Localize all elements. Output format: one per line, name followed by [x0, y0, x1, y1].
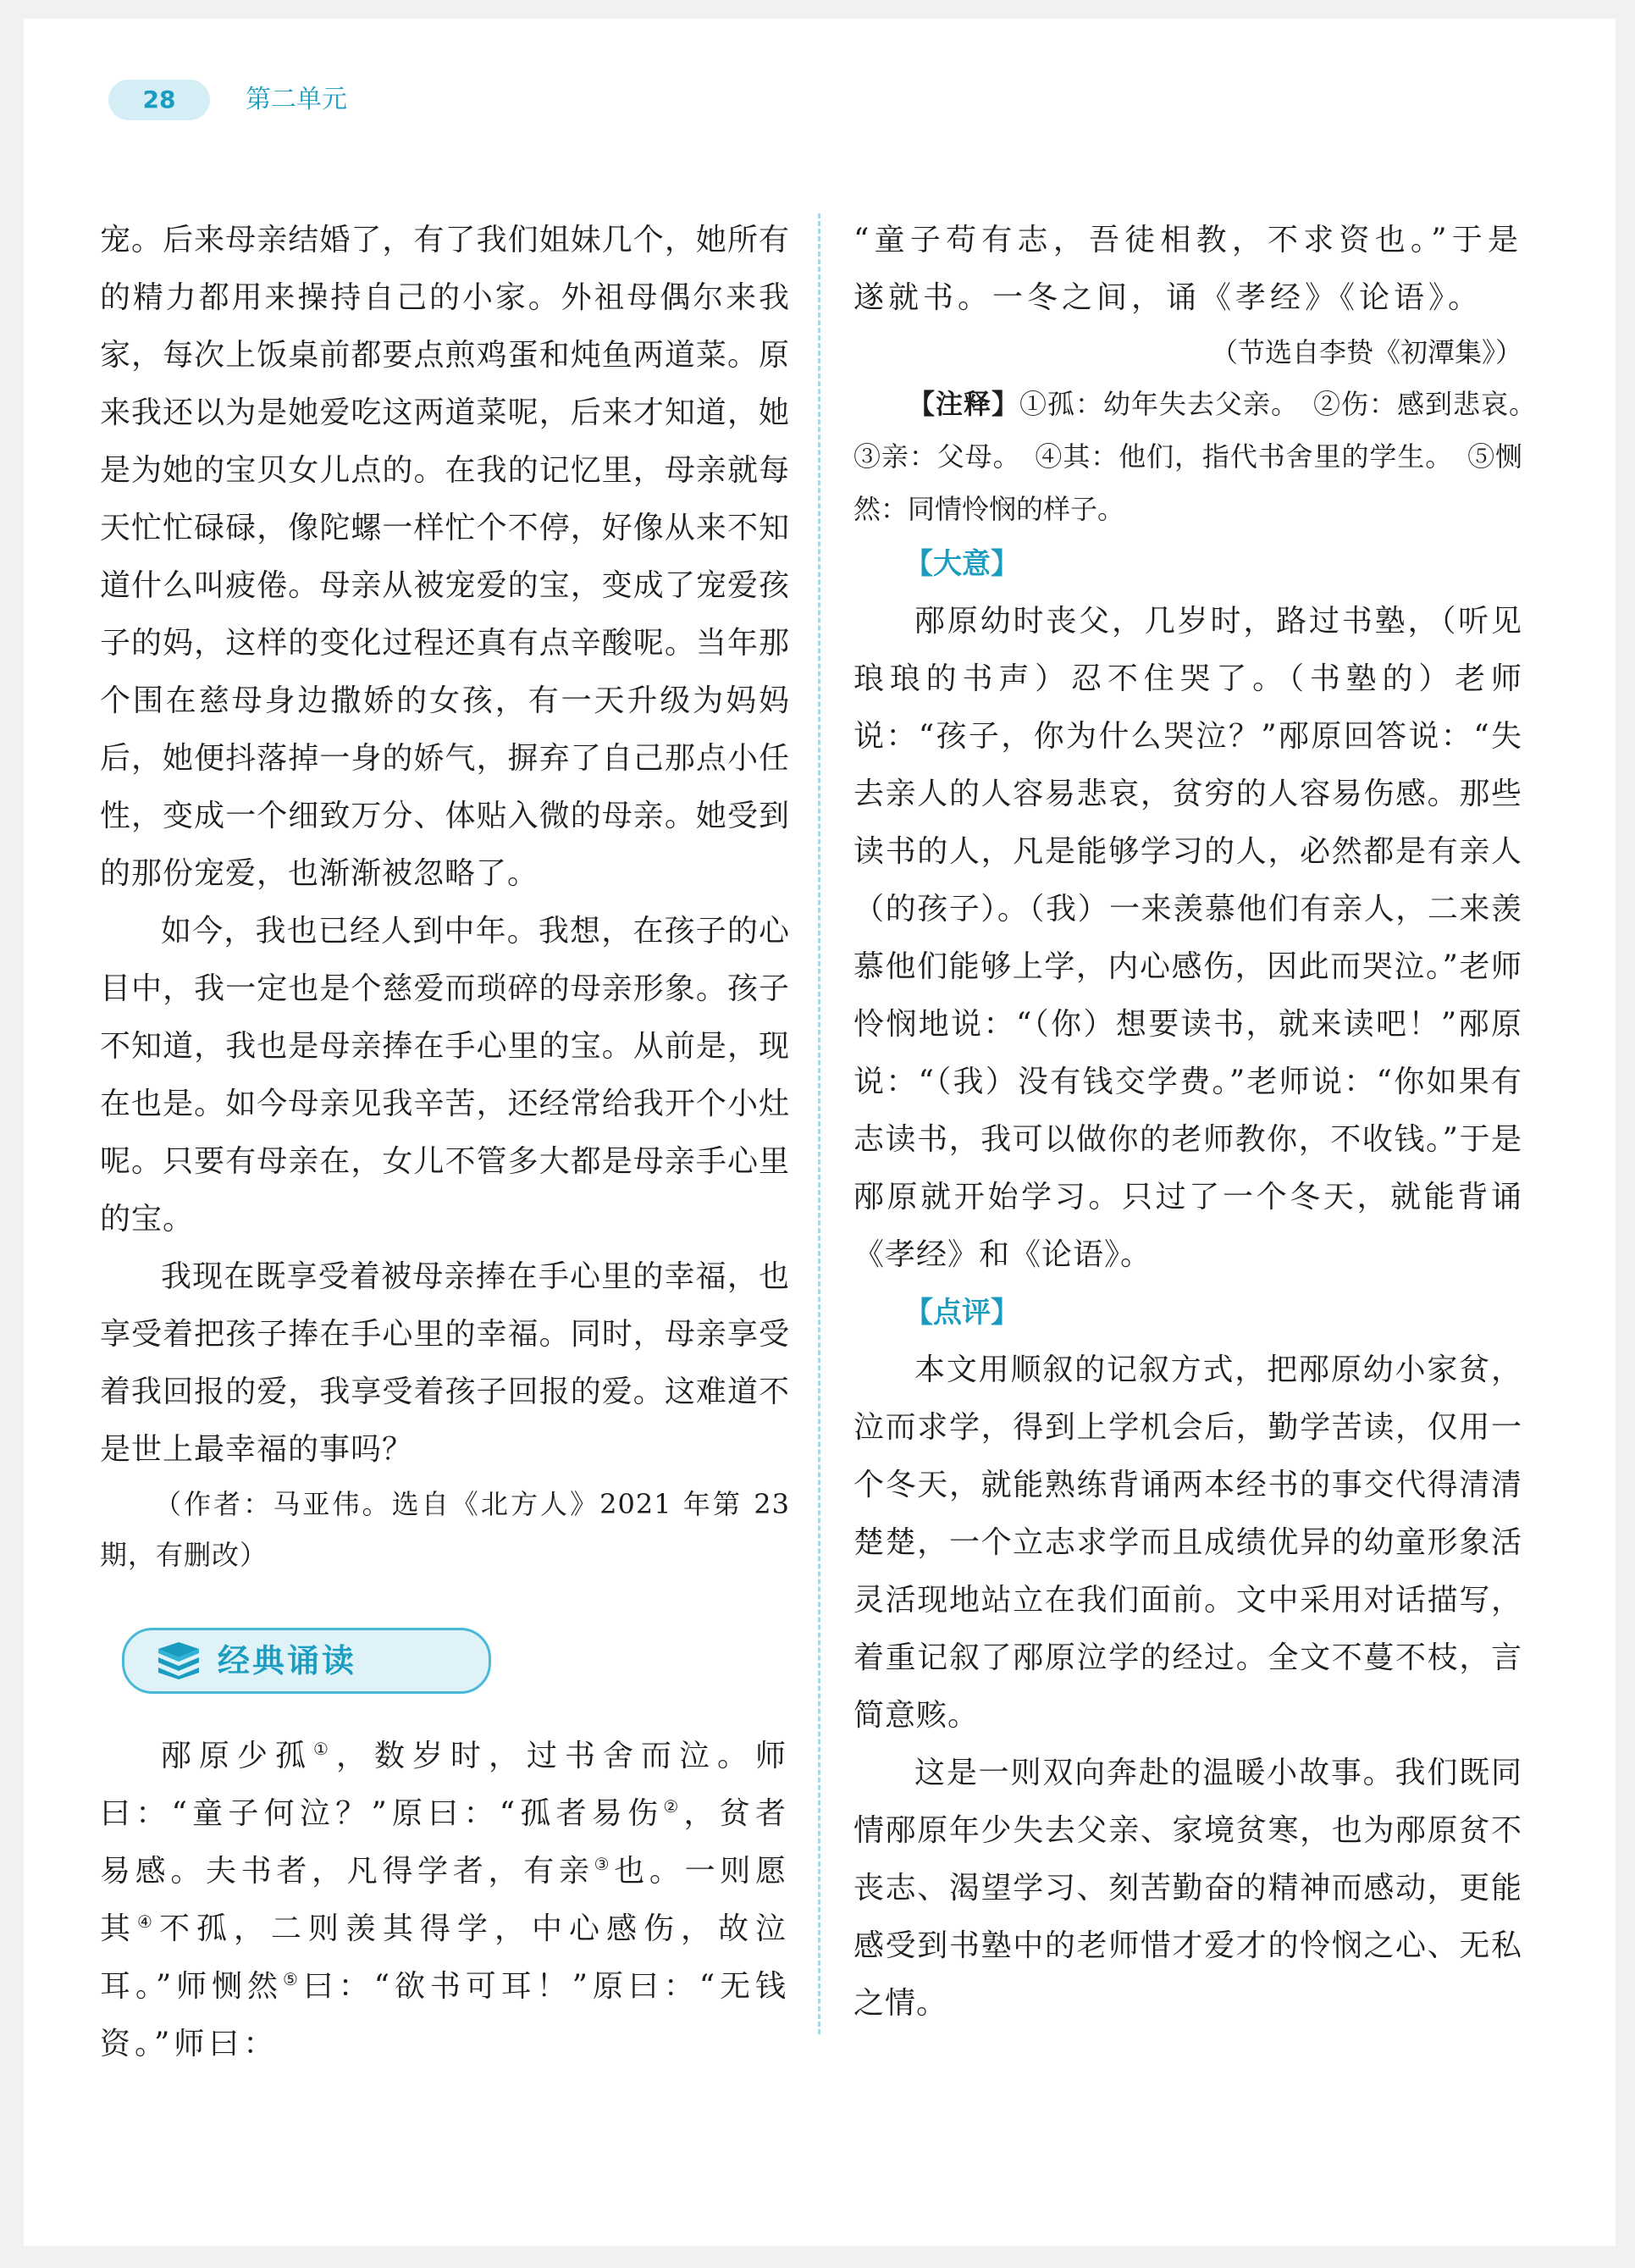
section-title: 经典诵读: [218, 1642, 357, 1679]
essay-paragraph: 宠。后来母亲结婚了，有了我们姐妹几个，她所有的精力都用来操持自己的小家。外祖母偶尔来我家，每次上饭桌前都要点煎鸡蛋和炖鱼两道菜。原来我还以为是她爱吃这两道菜呢，后来才知道，她是为她的宝贝女儿点的。在我的记忆里，母亲就每天忙忙碌碌，像陀螺一样忙个不停，好像从来不知道什么叫疲倦。母亲从被宠爱的宝，变成了宠爱孩子的妈，这样的变化过程还真有点辛酸呢。当年那个围在慈母身边撒娇的女孩，有一天升级为妈妈后，她便抖落掉一身的娇气，摒弃了自己那点小任性，变成一个细致万分、体贴入微的母亲。她受到的那份宠爱，也渐渐被忽略了。: [100, 223, 790, 891]
annotations: 【注释】①孤：幼年失去父亲。 ②伤：感到悲哀。 ③亲：父母。 ④其：他们，指代书舍里的学生。 ⑤恻然：同情怜悯的样子。: [853, 388, 1549, 525]
section-banner-classic-reading: [122, 1628, 491, 1694]
comment-paragraph: 本文用顺叙的记叙方式，把邴原幼小家贫，泣而求学，得到上学机会后，勤学苦读，仅用一个冬天，就能熟练背诵两本经书的事交代得清清楚楚，一个立志求学而且成绩优异的幼童形象活灵活现地站立在我们面前。文中采用对话描写，着重记叙了邴原泣学的经过。全文不蔓不枝，言简意赅。: [853, 1353, 1522, 1733]
right-column: [853, 212, 1549, 2033]
annotations-label: 【注释】: [908, 388, 1019, 420]
page: [24, 19, 1616, 2246]
source-citation: （节选自李贽《初潭集》）: [1210, 336, 1522, 368]
left-column: [100, 212, 790, 2073]
unit-title: 第二单元: [246, 85, 347, 114]
essay-paragraph: 我现在既享受着被母亲捧在手心里的幸福，也享受着把孩子捧在手心里的幸福。同时，母亲享受着我回报的爱，我享受着孩子回报的爱。这难道不是世上最幸福的事吗？: [100, 1259, 790, 1467]
summary-label: 【大意】: [904, 547, 1019, 581]
stacked-books-icon: [155, 1642, 202, 1683]
comment-label: 【点评】: [904, 1296, 1019, 1330]
page-number-badge: 28: [108, 80, 210, 120]
comment-paragraph: 这是一则双向奔赴的温暖小故事。我们既同情邴原年少失去父亲、家境贫寒，也为邴原贫不丧志、渴望学习、刻苦勤奋的精神而感动，更能感受到书塾中的老师惜才爱才的怜悯之心、无私之情。: [853, 1756, 1522, 2021]
classic-text-continued: “童子苟有志，吾徒相教，不求资也。”于是遂就书。一冬之间，诵《孝经》《论语》。: [853, 223, 1522, 315]
summary-text: 邴原幼时丧父，几岁时，路过书塾，（听见琅琅的书声）忍不住哭了。（书塾的）老师说：“孩子，你为什么哭泣？”邴原回答说：“失去亲人的人容易悲哀，贫穷的人容易伤感。那些读书的人，凡是能够学习的人，必然都是有亲人（的孩子）。（我）一来羡慕他们有亲人，二来羡慕他们能够上学，内心感伤，因此而哭泣。”老师怜悯地说：“（你）想要读书，就来读吧！”邴原说：“（我）没有钱交学费。”老师说：“你如果有志读书，我可以做你的老师教你，不收钱。”于是邴原就开始学习。只过了一个冬天，就能背诵《孝经》和《论语》。: [853, 604, 1522, 1272]
author-note: （作者：马亚伟。选自《北方人》2021 年第 23 期，有删改）: [100, 1488, 790, 1571]
essay-paragraph: 如今，我也已经人到中年。我想，在孩子的心目中，我一定也是个慈爱而琐碎的母亲形象。孩子不知道，我也是母亲捧在手心里的宝。从前是，现在也是。如今母亲见我辛苦，还经常给我开个小灶呢。只要有母亲在，女儿不管多大都是母亲手心里的宝。: [100, 914, 790, 1236]
classic-text: 邴原少孤①，数岁时，过书舍而泣。师曰：“童子何泣？”原曰：“孤者易伤②，贫者易感。夫书者，凡得学者，有亲③也。一则愿其④不孤，二则羡其得学，中心感伤，故泣耳。”师恻然⑤曰：“欲书可耳！”原曰：“无钱资。”师曰：: [100, 1739, 790, 2061]
column-divider: [818, 213, 820, 2034]
